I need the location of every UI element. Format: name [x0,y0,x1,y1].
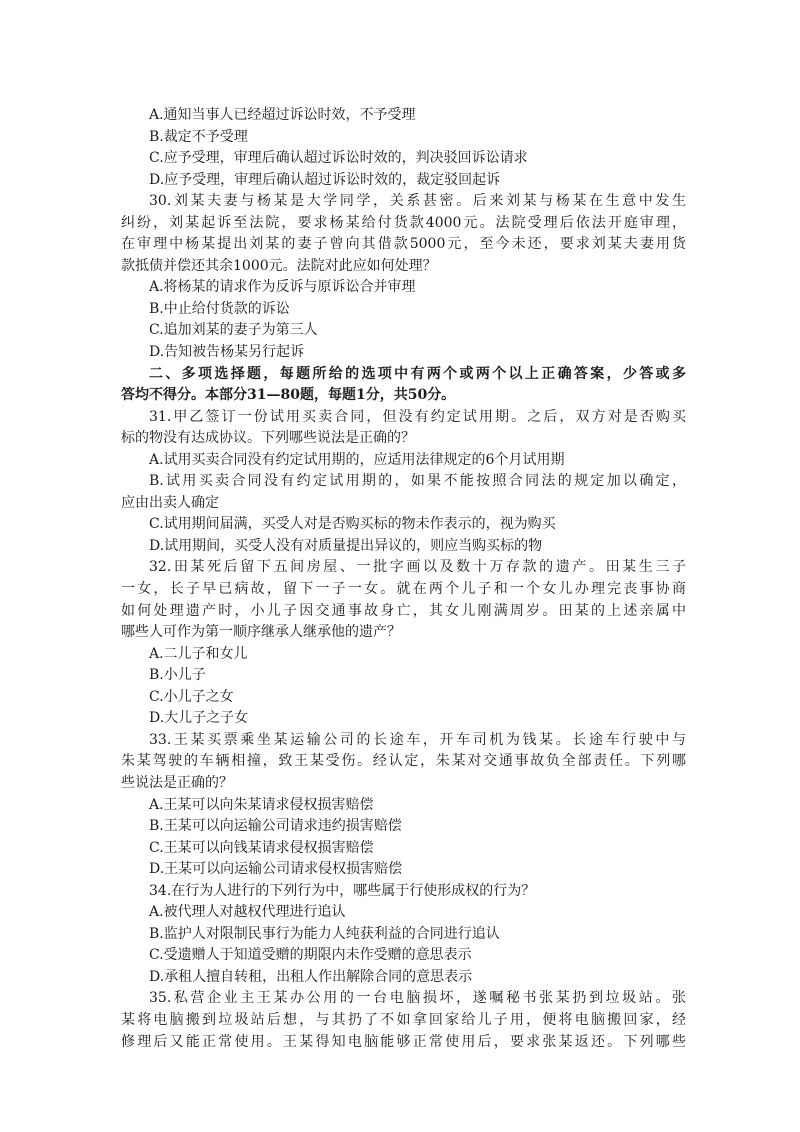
text-line: 些说法是正确的？ [121,774,233,791]
section-heading-line: 二、多项选择题，每题所给的选项中有两个或两个以上正确答案，少答或多 [149,365,686,382]
text-line: 某将电脑搬到垃圾站后想，与其扔了不如拿回家给儿子用，便将电脑搬回家，经 [121,1011,686,1028]
text-line: A.试用买卖合同没有约定试用期的，应适用法律规定的6个月试用期 [149,451,565,468]
text-line: 朱某驾驶的车辆相撞，致王某受伤。经认定，朱某对交通事故负全部责任。下列哪 [121,753,686,770]
text-line: 35.私营企业主王某办公用的一台电脑损坏，遂嘱秘书张某扔到垃圾站。张 [149,990,686,1007]
text-line: B.试用买卖合同没有约定试用期的，如果不能按照合同法的规定加以确定， [149,473,686,490]
text-line: A.被代理人对越权代理进行追认 [149,904,346,921]
text-line: A.二儿子和女儿 [149,645,248,662]
text-line: 32.田某死后留下五间房屋、一批字画以及数十万存款的遗产。田某生三子 [149,559,686,576]
text-line: C.小儿子之女 [149,688,234,705]
text-line: D.告知被告杨某另行起诉 [149,344,305,361]
text-line: B.王某可以向运输公司请求违约损害赔偿 [149,818,402,835]
text-line: C.追加刘某的妻子为第三人 [149,322,318,339]
text-line: B.小儿子 [149,667,206,684]
text-line: C.应予受理，审理后确认超过诉讼时效的，判决驳回诉讼请求 [149,150,528,167]
text-line: 纠纷，刘某起诉至法院，要求杨某给付货款4000元。法院受理后依法开庭审理， [121,214,686,231]
text-line: B.裁定不予受理 [149,128,248,145]
section-heading-line: 答均不得分。本部分31—80题，每题1分，共50分。 [121,387,456,404]
text-line: C.王某可以向钱某请求侵权损害赔偿 [149,839,374,856]
text-line: A.通知当事人已经超过诉讼时效，不予受理 [149,107,416,123]
text-line: 哪些人可作为第一顺序继承人继承他的遗产？ [121,624,401,641]
text-line: D.大儿子之子女 [149,710,249,727]
text-line: 标的物没有达成协议。下列哪些说法是正确的？ [121,430,415,447]
text-line: 如何处理遗产时，小儿子因交通事故身亡，其女儿刚满周岁。田某的上述亲属中 [121,602,686,619]
text-line: A.王某可以向朱某请求侵权损害赔偿 [149,796,374,813]
text-line: B.中止给付货款的诉讼 [149,300,290,317]
text-line: 31.甲乙签订一份试用买卖合同，但没有约定试用期。之后，双方对是否购买 [149,408,686,425]
text-line: B.监护人对限制民事行为能力人纯获利益的合同进行追认 [149,925,500,942]
text-line: 34.在行为人进行的下列行为中，哪些属于行使形成权的行为？ [149,882,536,899]
text-line: C.受遗赠人于知道受赠的期限内未作受赠的意思表示 [149,947,472,964]
text-line: C.试用期间届满，买受人对是否购买标的物未作表示的，视为购买 [149,516,556,533]
text-line: D.王某可以向运输公司请求侵权损害赔偿 [149,861,403,878]
text-line: D.承租人擅自转租，出租人作出解除合同的意思表示 [149,968,473,985]
document-body [121,105,686,1053]
text-line: 款抵债并偿还其余1000元。法院对此应如何处理？ [121,257,437,274]
text-line: 修理后又能正常使用。王某得知电脑能够正常使用后，要求张某返还。下列哪些 [121,1033,686,1050]
text-line: A.将杨某的请求作为反诉与原诉讼合并审理 [149,279,416,296]
text-line: 30.刘某夫妻与杨某是大学同学，关系甚密。后来刘某与杨某在生意中发生 [149,193,686,210]
text-line: D.应予受理，审理后确认超过诉讼时效的，裁定驳回起诉 [149,171,501,188]
text-line: D.试用期间，买受人没有对质量提出异议的，则应当购买标的物 [149,537,543,554]
text-line: 在审理中杨某提出刘某的妻子曾向其借款5000元，至今未还，要求刘某夫妻用货 [121,236,686,253]
text-line: 33.王某买票乘坐某运输公司的长途车，开车司机为钱某。长途车行驶中与 [149,731,686,748]
text-line: 应由出卖人确定 [121,494,219,511]
text-line: 一女，长子早已病故，留下一子一女。就在两个儿子和一个女儿办理完丧事协商 [121,581,686,598]
